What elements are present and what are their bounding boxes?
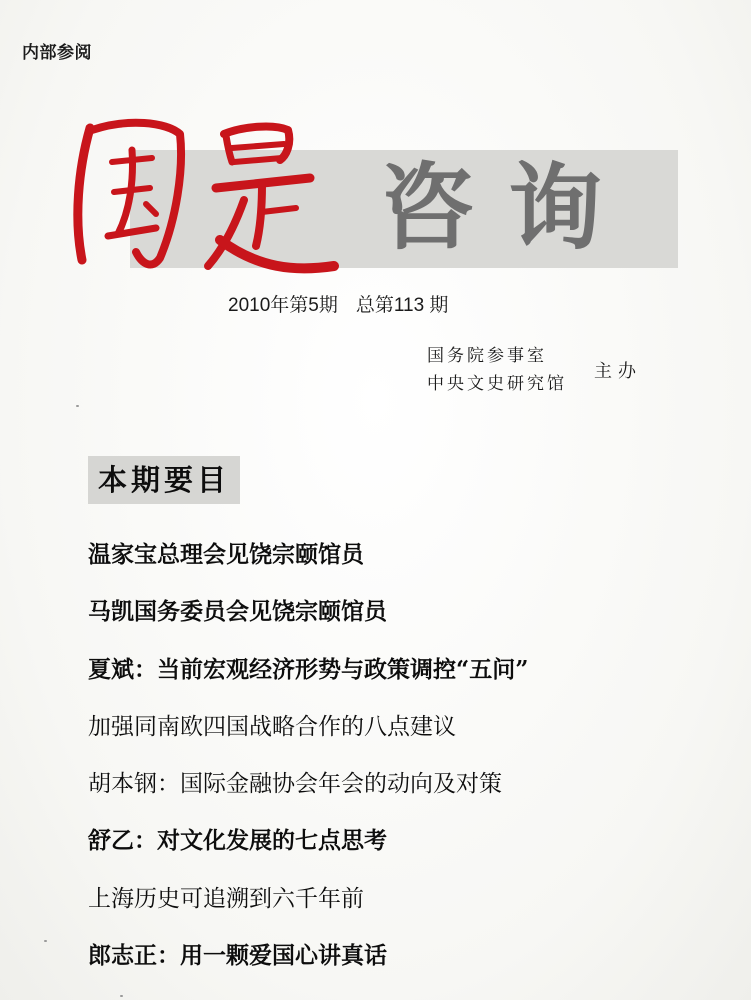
list-item: 郎志正：用一颗爱国心讲真话: [88, 942, 387, 970]
issue-number: 2010年第5期: [228, 295, 338, 316]
issue-info: [228, 290, 448, 317]
contents-list: [88, 538, 528, 996]
masthead-grey-title: 咨询: [380, 153, 637, 263]
publisher-state-council: 国务院参事室: [427, 346, 547, 366]
masthead-calligraphy-logo: [48, 100, 348, 290]
internal-reference-label: 内部参阅: [22, 43, 92, 63]
list-item: 胡本钢：国际金融协会年会的动向及对策: [88, 771, 502, 798]
publisher-central-research-institute: 中央文史研究馆: [427, 374, 567, 394]
list-item: 舒乙：对文化发展的七点思考: [88, 827, 387, 855]
list-item: 温家宝总理会见饶宗颐馆员: [88, 541, 364, 568]
paper-speck: [120, 995, 123, 997]
contents-heading: 本期要目: [98, 463, 231, 497]
list-item: 马凯国务委员会见饶宗颐馆员: [88, 598, 387, 626]
total-issue-number: 总第113 期: [355, 295, 449, 316]
paper-speck: [44, 940, 47, 942]
publisher-list: [427, 342, 567, 398]
host-label: 主办: [594, 361, 642, 382]
list-item: 上海历史可追溯到六千年前: [88, 885, 364, 912]
paper-speck: [76, 405, 79, 407]
list-item: 夏斌：当前宏观经济形势与政策调控“五问”: [88, 655, 529, 683]
list-item: 加强同南欧四国战略合作的八点建议: [88, 713, 456, 740]
